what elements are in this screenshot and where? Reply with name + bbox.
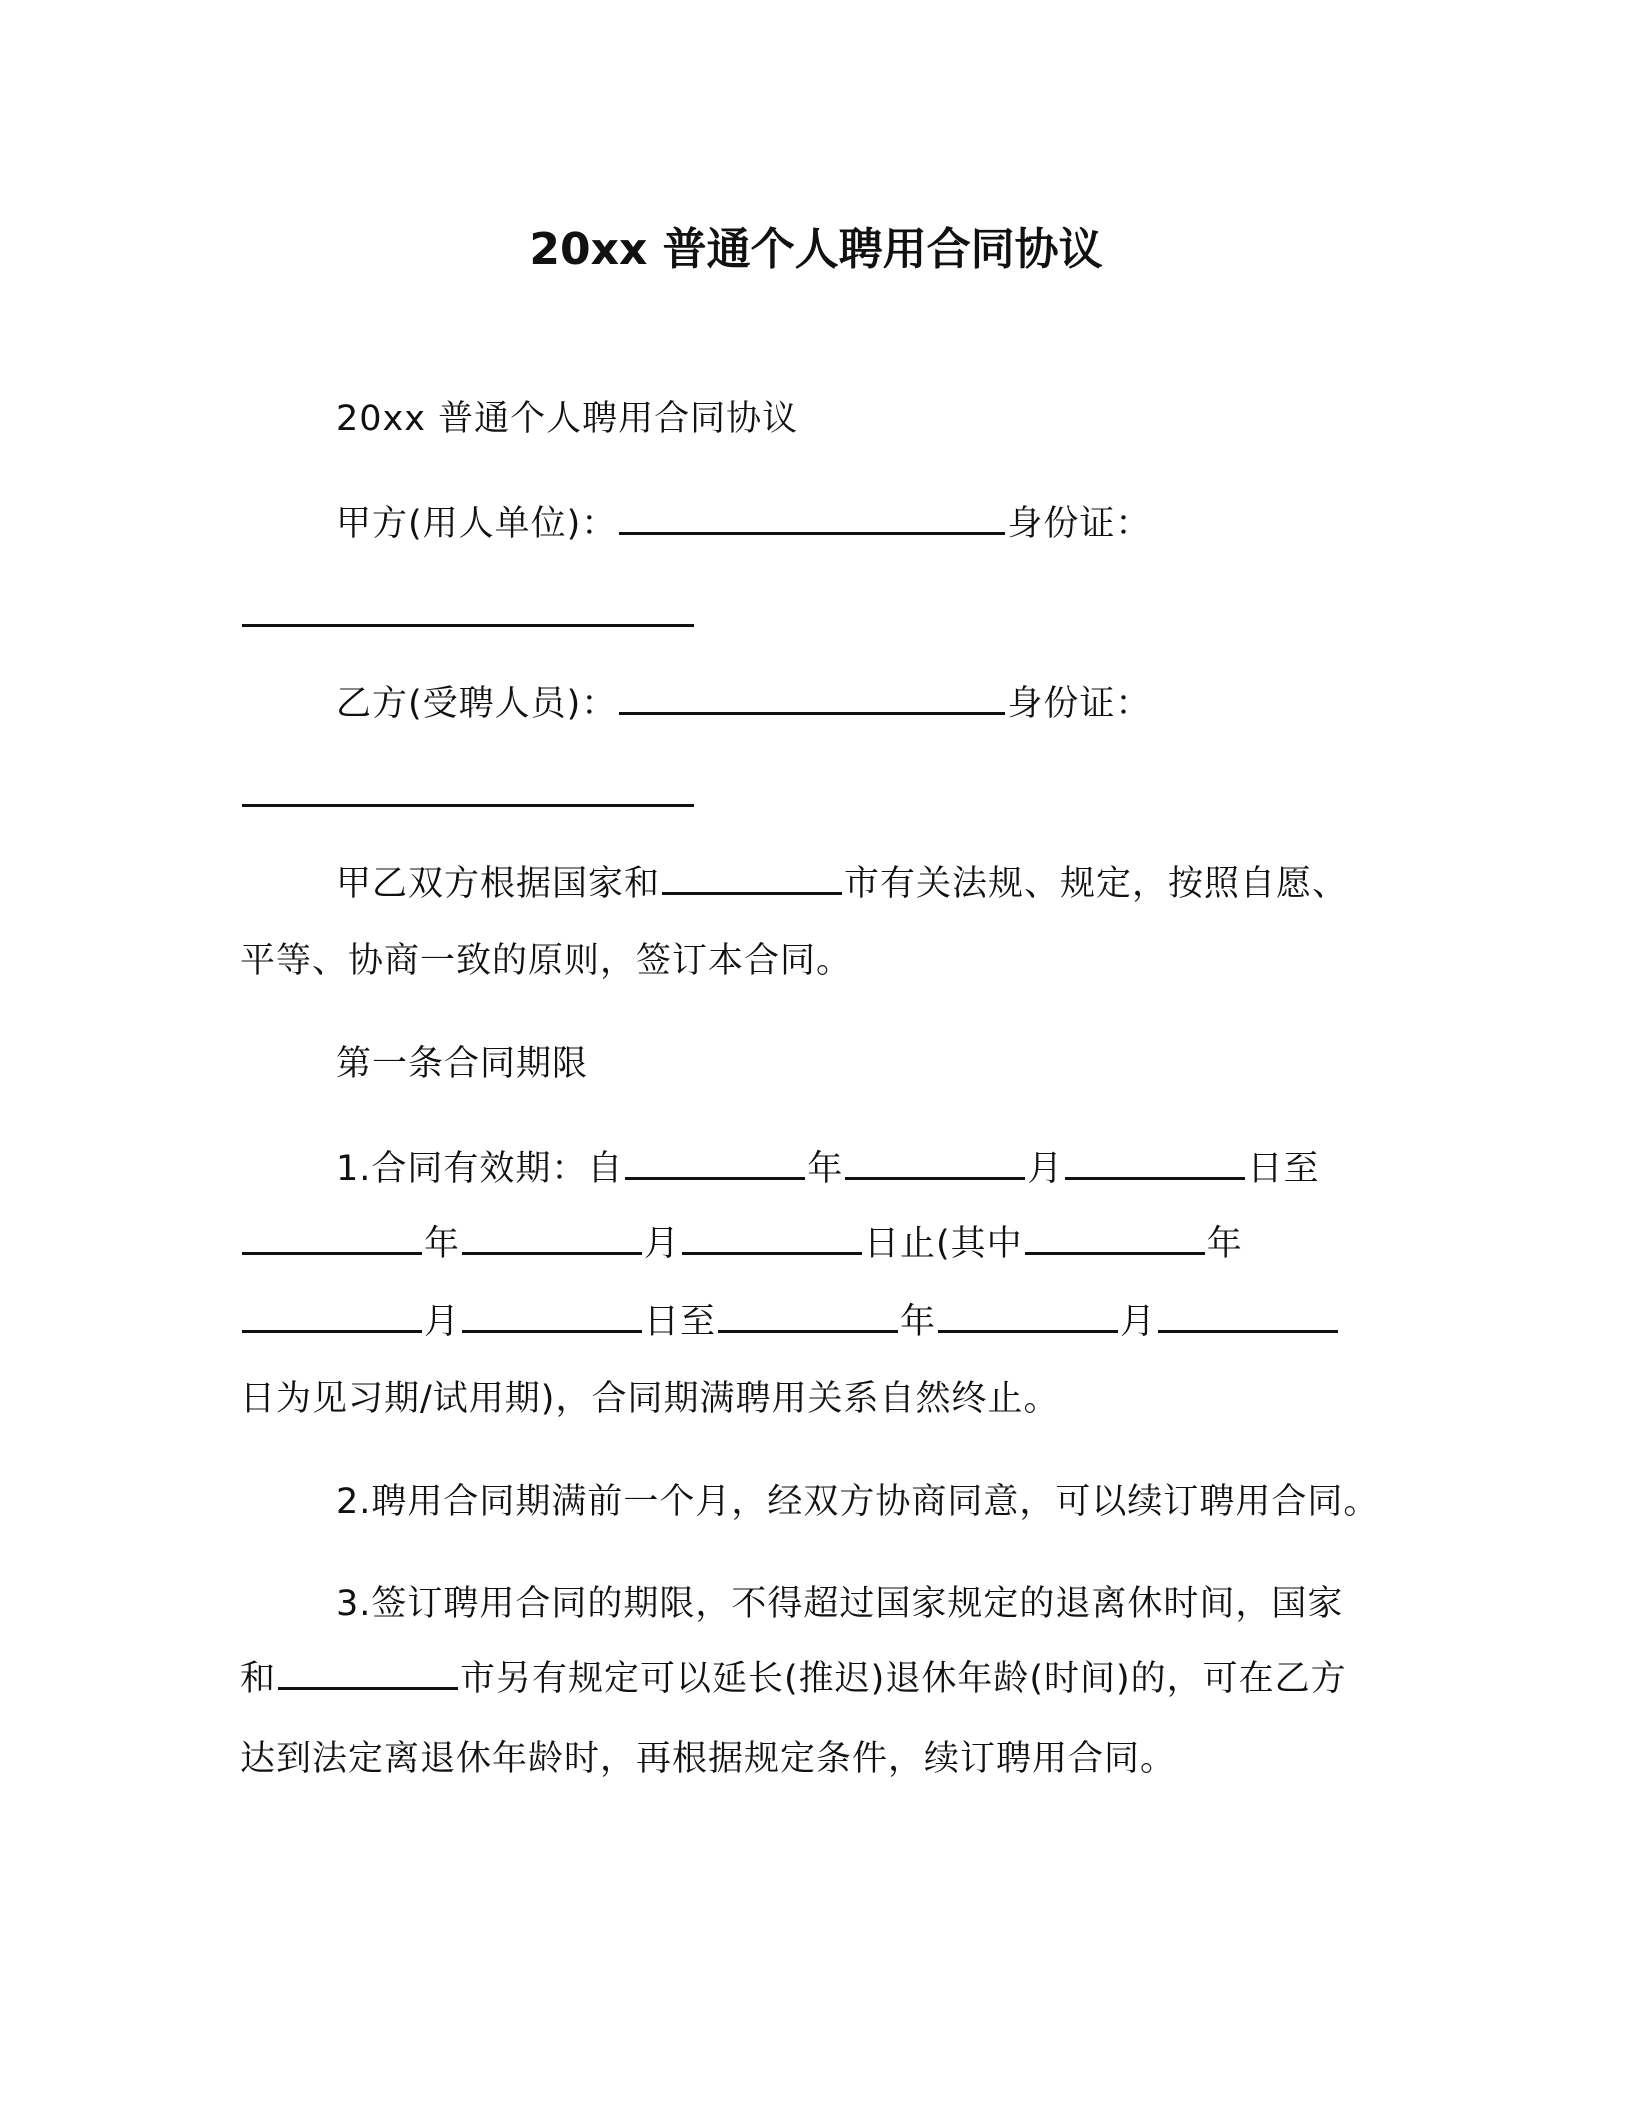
article-1-heading: 第一条合同期限: [336, 1044, 589, 1084]
party-b-label: 乙方(受聘人员)：: [336, 684, 618, 724]
intro-line-1: [336, 858, 1348, 910]
start-day-blank[interactable]: [1065, 1147, 1245, 1180]
end-day-blank[interactable]: [682, 1222, 862, 1255]
clause-text: 日至: [1247, 1149, 1320, 1189]
party-b-id-blank[interactable]: [242, 774, 694, 807]
party-a-name-blank[interactable]: [619, 502, 1005, 535]
document-title: 20xx 普通个人聘用合同协议: [529, 224, 1103, 275]
clause-text: 月: [424, 1302, 461, 1342]
probation-start-year-blank[interactable]: [1025, 1222, 1205, 1255]
clause-text: 年: [1206, 1224, 1243, 1264]
clause-1-line-1: [336, 1143, 1319, 1195]
probation-start-day-blank[interactable]: [462, 1300, 642, 1333]
city-blank[interactable]: [662, 862, 842, 895]
clause-1-line-2: [240, 1218, 1243, 1270]
clause-1-line-4: 日为见习期/试用期)，合同期满聘用关系自然终止。: [240, 1379, 1060, 1419]
clause-text: 日止(其中: [864, 1224, 1023, 1264]
clause-text: 月: [644, 1224, 681, 1264]
party-a-line: [336, 498, 1151, 550]
clause-3-line-2: [240, 1653, 1347, 1705]
probation-end-day-blank[interactable]: [1158, 1300, 1338, 1333]
clause-text: 年: [807, 1149, 844, 1189]
end-year-blank[interactable]: [242, 1222, 422, 1255]
intro-text: 市有关法规、规定，按照自愿、: [844, 864, 1349, 904]
party-b-line: [336, 678, 1151, 730]
party-b-id-label: 身份证：: [1007, 684, 1152, 724]
clause-text: 1.合同有效期：自: [336, 1149, 624, 1189]
clause-2: 2.聘用合同期满前一个月，经双方协商同意，可以续订聘用合同。: [336, 1482, 1380, 1522]
probation-end-year-blank[interactable]: [718, 1300, 898, 1333]
end-month-blank[interactable]: [462, 1222, 642, 1255]
clause-text: 日至: [644, 1302, 717, 1342]
intro-text: 甲乙双方根据国家和: [336, 864, 661, 904]
party-a-id-line: [240, 590, 696, 642]
probation-end-month-blank[interactable]: [938, 1300, 1118, 1333]
city-blank-2[interactable]: [278, 1657, 458, 1690]
probation-start-month-blank[interactable]: [242, 1300, 422, 1333]
clause-text: 月: [1027, 1149, 1064, 1189]
clause-3-line-3: 达到法定离退休年龄时，再根据规定条件，续订聘用合同。: [240, 1739, 1177, 1779]
clause-text: 年: [900, 1302, 937, 1342]
party-b-id-line: [240, 770, 696, 822]
clause-1-line-3: [240, 1296, 1340, 1348]
clause-text: 年: [424, 1224, 461, 1264]
clause-text: 市另有规定可以延长(推迟)退休年龄(时间)的，可在乙方: [460, 1659, 1347, 1699]
clause-text: 月: [1120, 1302, 1157, 1342]
clause-text: 和: [240, 1659, 277, 1699]
start-month-blank[interactable]: [845, 1147, 1025, 1180]
start-year-blank[interactable]: [625, 1147, 805, 1180]
party-a-id-blank[interactable]: [242, 594, 694, 627]
party-a-label: 甲方(用人单位)：: [336, 504, 618, 544]
subtitle-line: 20xx 普通个人聘用合同协议: [336, 399, 799, 439]
intro-line-2: 平等、协商一致的原则，签订本合同。: [240, 941, 853, 981]
party-b-name-blank[interactable]: [619, 682, 1005, 715]
party-a-id-label: 身份证：: [1007, 504, 1152, 544]
clause-3-line-1: 3.签订聘用合同的期限，不得超过国家规定的退离休时间，国家: [336, 1584, 1344, 1624]
